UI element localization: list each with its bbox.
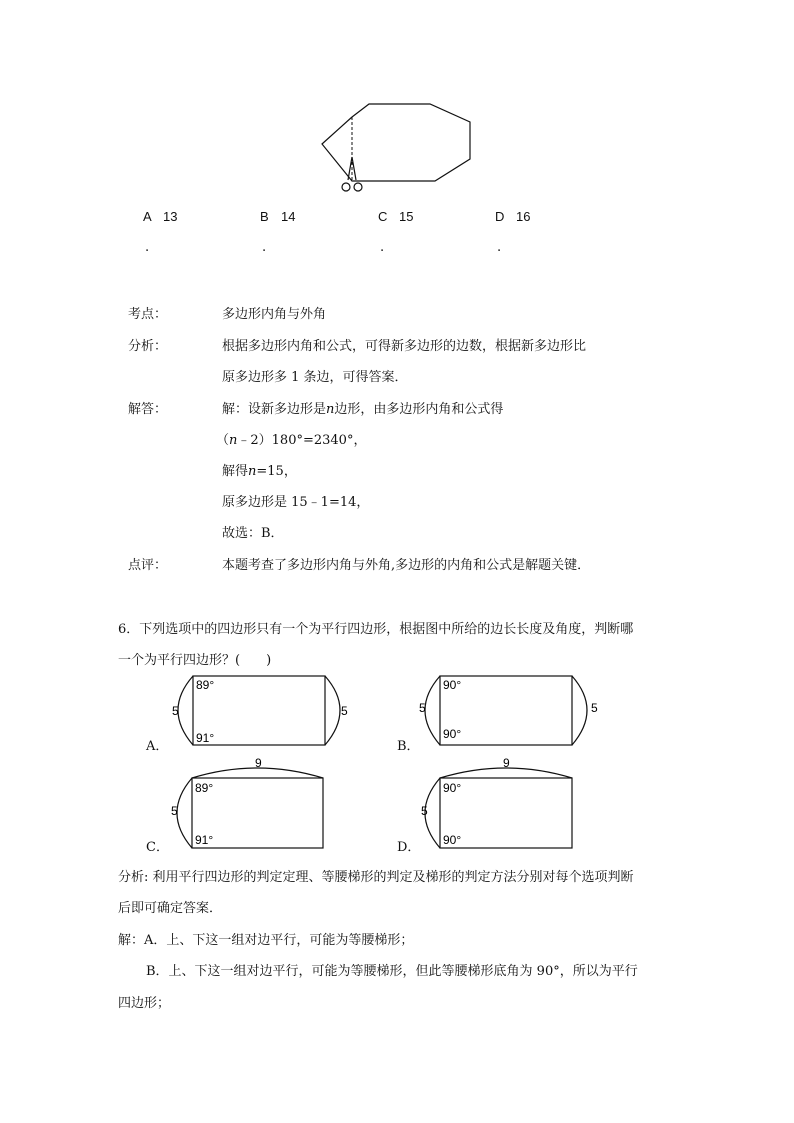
figure-a: [165, 670, 360, 752]
dianping-label: 点评：: [128, 558, 168, 573]
figure-b: [415, 670, 610, 752]
jieda-line-5: 故选：B．: [222, 526, 284, 541]
figure-b-left-arc: [425, 676, 440, 745]
option-b-dot: .: [262, 240, 267, 255]
jieda-line-2-post: ﹣2）180°=2340°，: [237, 433, 367, 448]
jieda-line-1-post: 边形，由多边形内角和公式得: [334, 402, 504, 417]
question-6-line-1: 6．下列选项中的四边形只有一个为平行四边形，根据图中所给的边长长度及角度，判断哪: [118, 622, 634, 637]
dianping-text: 本题考查了多边形内角与外角,多边形的内角和公式是解题关键．: [222, 558, 591, 573]
analysis-line-3: 解：A．上、下这一组对边平行，可能为等腰梯形；: [118, 933, 414, 948]
jieda-line-3-pre: 解得: [222, 464, 249, 479]
jieda-label: 解答：: [128, 402, 168, 417]
option-c-letter: C: [378, 209, 388, 224]
figure-d: [415, 755, 585, 855]
figure-d-left-side: 5: [421, 804, 428, 818]
figure-a-label: A．: [146, 739, 169, 754]
analysis-line-1: 分析: 利用平行四边形的判定定理、等腰梯形的判定及梯形的判定方法分别对每个选项判断: [118, 870, 634, 885]
figure-c-left-side: 5: [171, 804, 178, 818]
polygon-cut-figure: [315, 95, 485, 200]
jieda-line-1-pre: 解：设新多边形是: [222, 402, 327, 417]
option-b-value: 14: [281, 209, 296, 224]
jieda-line-1: [222, 398, 503, 417]
option-c-value: 15: [399, 209, 414, 224]
figure-a-angle-top: 89°: [196, 678, 215, 692]
fenxi-label: 分析：: [128, 339, 168, 354]
figure-d-top-side: 9: [503, 756, 510, 770]
figure-b-left-side: 5: [419, 701, 426, 715]
option-d-letter: D: [495, 209, 505, 224]
figure-a-left-arc: [178, 676, 193, 745]
figure-d-angle-bottom: 90°: [443, 833, 462, 847]
jieda-line-2-pre: （: [216, 433, 230, 448]
analysis-line-4: B．上、下这一组对边平行，可能为等腰梯形，但此等腰梯形底角为 90°，所以为平行: [146, 964, 638, 979]
option-d-dot: .: [497, 240, 502, 255]
option-b-letter: B: [260, 209, 269, 224]
analysis-line-5: 四边形；: [118, 996, 171, 1011]
figure-a-left-side: 5: [172, 704, 179, 718]
variable-n: n: [229, 433, 238, 448]
jieda-line-2: [216, 429, 366, 448]
option-a-dot: .: [145, 240, 150, 255]
figure-a-right-arc: [325, 676, 340, 745]
figure-b-right-arc: [572, 676, 587, 745]
option-a-letter: A: [143, 209, 152, 224]
figure-b-angle-top: 90°: [443, 678, 462, 692]
figure-c: [165, 755, 335, 855]
question-6-line-2: 一个为平行四边形？( ): [118, 653, 272, 668]
figure-d-angle-top: 90°: [443, 781, 462, 795]
figure-b-label: B．: [397, 739, 420, 754]
option-d-value: 16: [516, 209, 531, 224]
figure-d-label: D．: [397, 840, 421, 855]
figure-c-angle-bottom: 91°: [195, 833, 214, 847]
fenxi-line-2: 原多边形多 1 条边，可得答案．: [222, 370, 408, 385]
option-a-value: 13: [163, 209, 178, 224]
kaodian-label: 考点：: [128, 307, 168, 322]
jieda-line-4: 原多边形是 15﹣1=14，: [222, 495, 370, 510]
figure-a-right-side: 5: [341, 704, 348, 718]
figure-c-label: C．: [146, 840, 169, 855]
polygon-outline: [322, 104, 470, 181]
figure-b-right-side: 5: [591, 701, 598, 715]
variable-n: n: [248, 464, 257, 479]
kaodian-text: 多边形内角与外角: [222, 307, 327, 322]
figure-a-angle-bottom: 91°: [196, 731, 215, 745]
figure-b-angle-bottom: 90°: [443, 727, 462, 741]
figure-c-angle-top: 89°: [195, 781, 214, 795]
jieda-line-3: [222, 460, 297, 479]
fenxi-line-1: 根据多边形内角和公式，可得新多边形的边数，根据新多边形比: [222, 339, 587, 354]
jieda-line-3-post: =15，: [256, 464, 297, 479]
figure-c-top-side: 9: [255, 756, 262, 770]
option-c-dot: .: [380, 240, 385, 255]
analysis-line-2: 后即可确定答案．: [118, 901, 223, 916]
figure-c-left-arc: [177, 778, 192, 848]
variable-n: n: [326, 402, 335, 417]
